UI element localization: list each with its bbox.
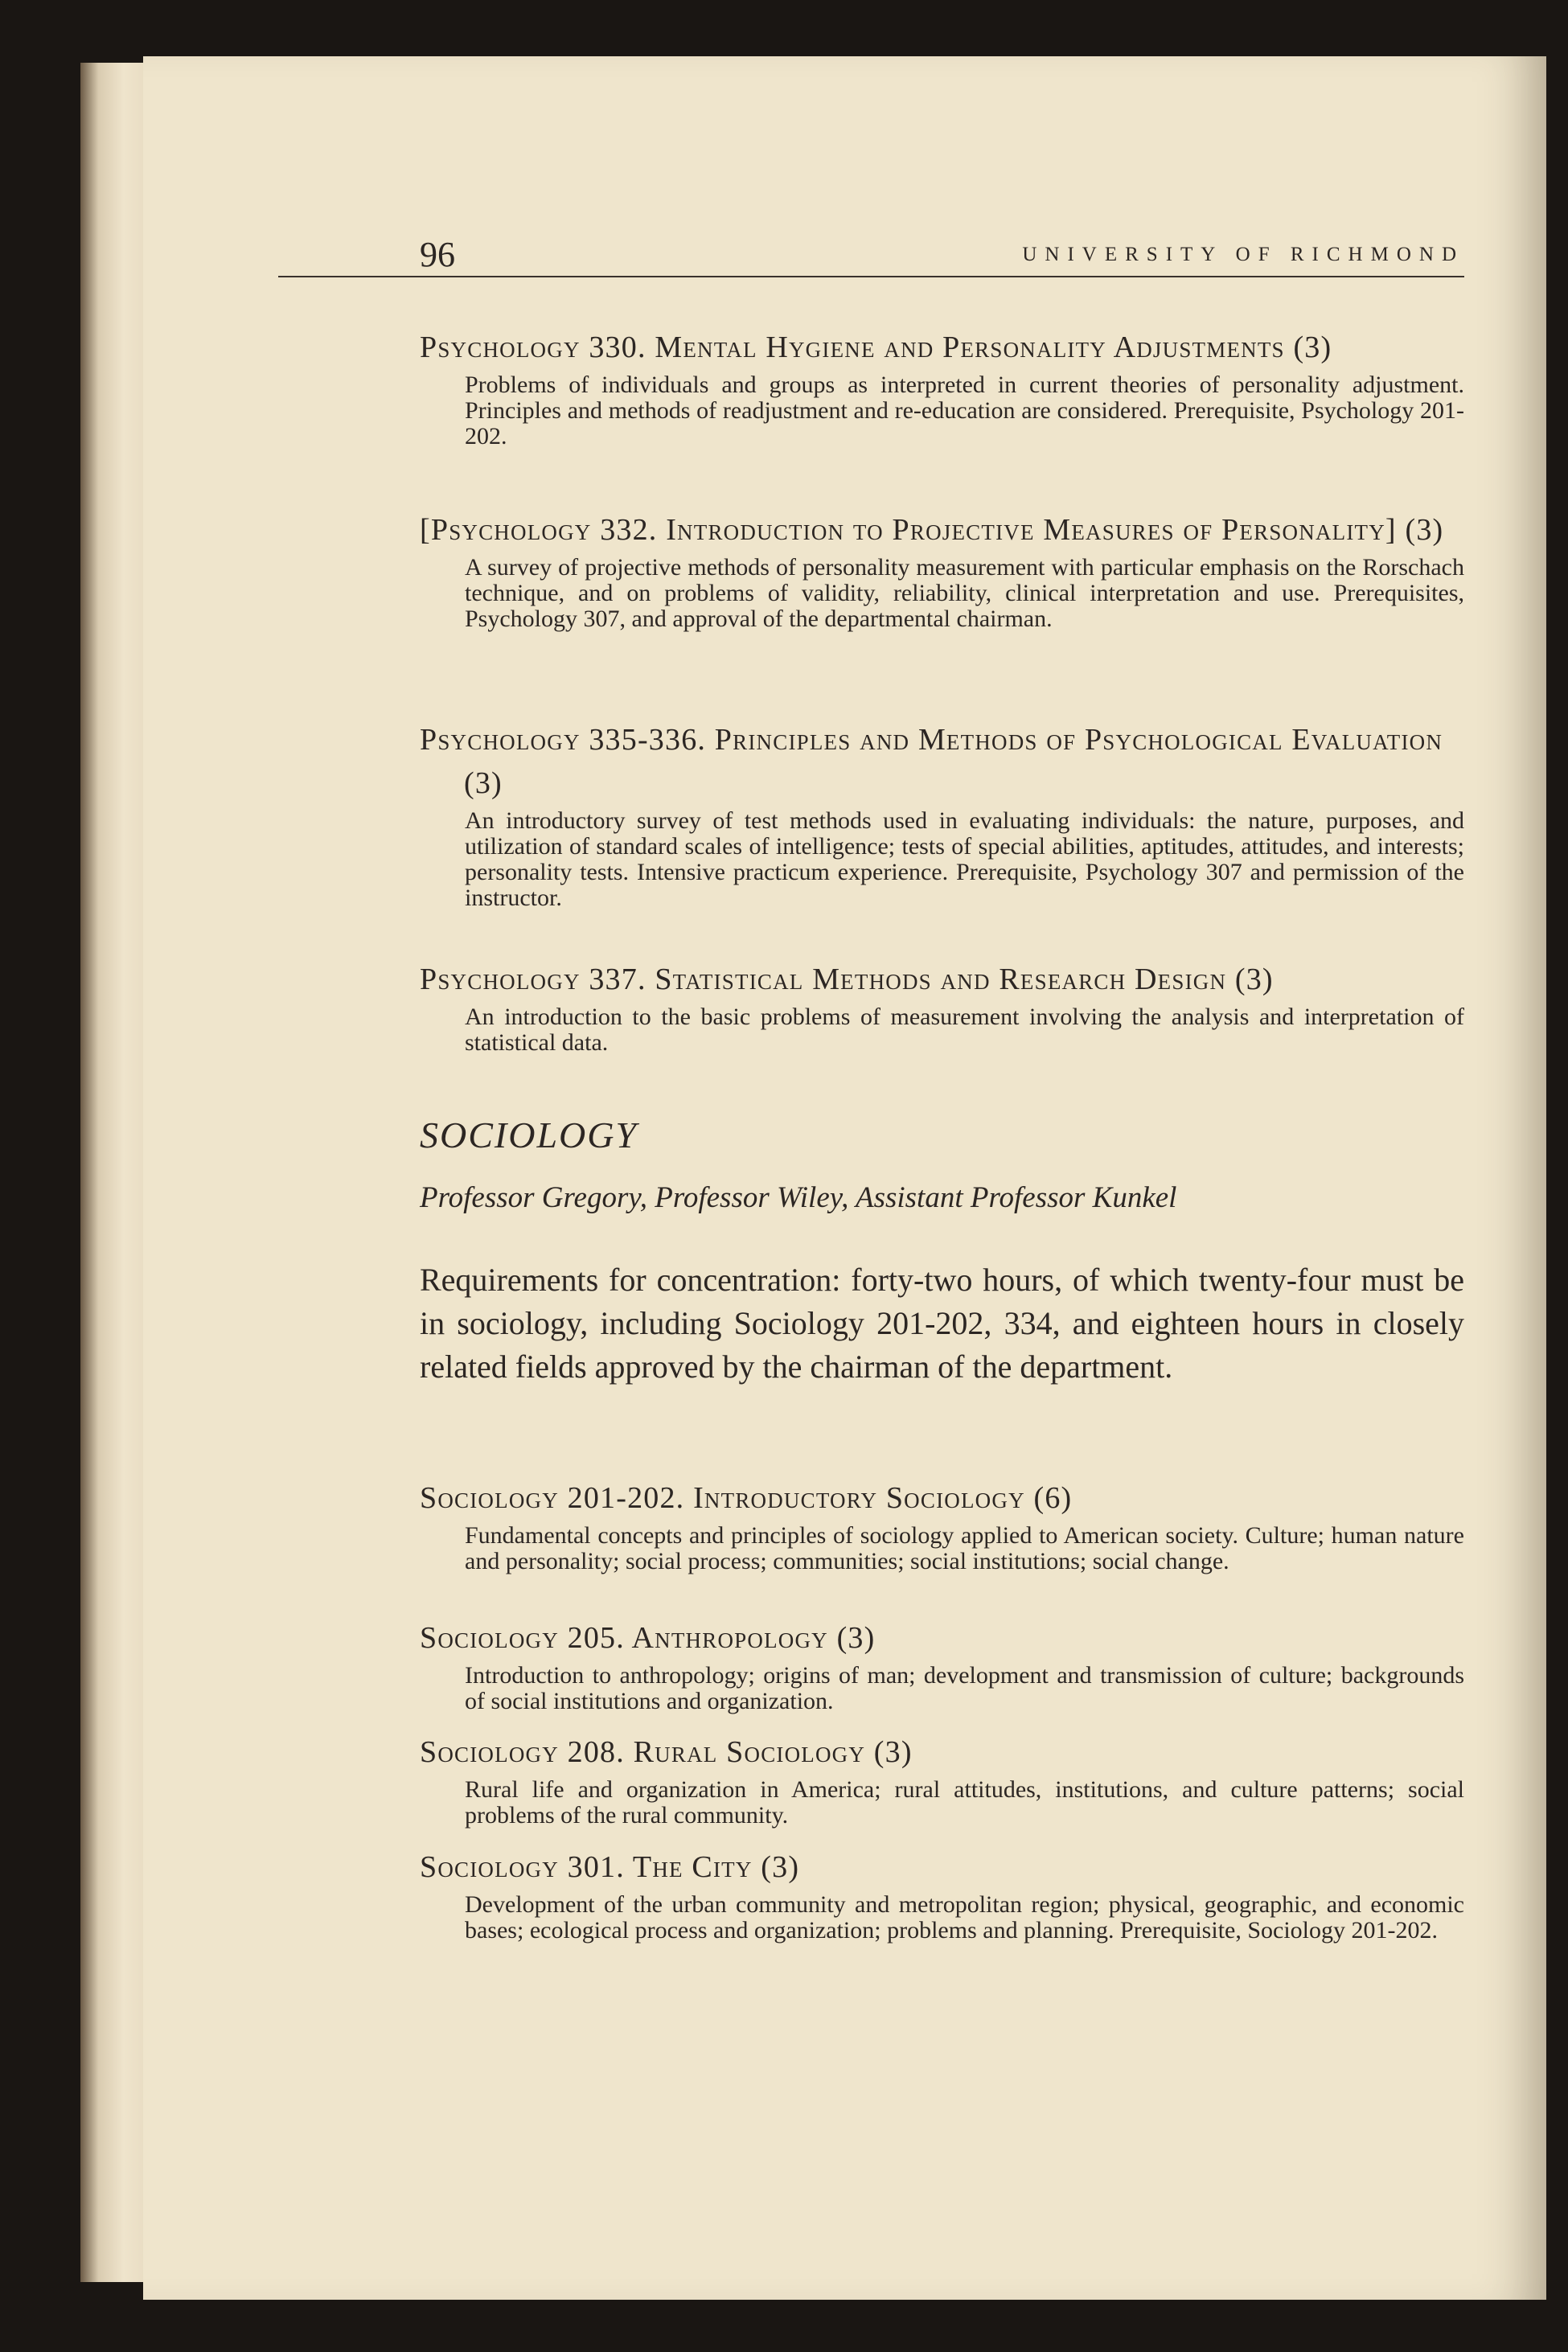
course-title: Sociology 205. Anthropology (3) <box>420 1621 876 1655</box>
course-description: A survey of projective methods of personality measurement with particular emphasis on the Rorschach technique, and on problems of validity, reliability, clinical interpretation and use. Prerequisites, Psychology 307, and approval of the departmental chairman. <box>465 554 1464 632</box>
course-psychology-332 <box>420 508 1464 632</box>
course-title: Psychology 330. Mental Hygiene and Personality Adjustments (3) <box>420 330 1332 364</box>
page-number: 96 <box>420 235 455 274</box>
course-title: Sociology 208. Rural Sociology (3) <box>420 1735 913 1769</box>
course-title: Sociology 201-202. Introductory Sociology (6) <box>420 1481 1073 1515</box>
concentration-requirements: Requirements for concentration: forty-two hours, of which twenty-four must be in sociology, including Sociology 201-202, 334, and eighteen hours in closely related fields approved by the chairman of the department. <box>420 1262 1464 1385</box>
course-psychology-335-336 <box>420 718 1464 911</box>
course-description: An introductory survey of test methods used in evaluating individuals: the nature, purposes, and utilization of standard scales of intelligence; tests of special abilities, aptitudes, attitudes, and interests; personality tests. Intensive practicum experience. Prerequisite, Psychology 307 and permission of the instructor. <box>465 807 1464 911</box>
course-description: Introduction to anthropology; origins of man; development and transmission of culture; backgrounds of social institutions and organization. <box>465 1662 1464 1714</box>
course-description: An introduction to the basic problems of measurement involving the analysis and interpretation of statistical data. <box>465 1004 1464 1056</box>
course-description: Development of the urban community and metropolitan region; physical, geographic, and economic bases; ecological process and organization; problems and planning. Prerequisite, Sociology 201-202. <box>465 1891 1464 1944</box>
course-description: Fundamental concepts and principles of sociology applied to American society. Culture; human nature and personality; social process; communities; social institutions; social change. <box>465 1522 1464 1574</box>
course-psychology-337 <box>420 958 1464 1056</box>
course-title: Sociology 301. The City (3) <box>420 1850 800 1884</box>
section-heading-sociology: SOCIOLOGY <box>420 1114 638 1155</box>
running-title: UNIVERSITY OF RICHMOND <box>1022 244 1464 265</box>
course-description: Rural life and organization in America; rural attitudes, institutions, and culture patterns; social problems of the rural community. <box>465 1776 1464 1829</box>
course-sociology-301 <box>420 1845 1464 1944</box>
book-page-edges <box>80 63 153 2282</box>
course-title: Psychology 337. Statistical Methods and Research Design (3) <box>420 963 1274 996</box>
course-sociology-201-202 <box>420 1476 1464 1574</box>
faculty-list: Professor Gregory, Professor Wiley, Assistant Professor Kunkel <box>420 1181 1177 1214</box>
course-description: Problems of individuals and groups as interpreted in current theories of personality adjustment. Principles and methods of readjustment and re-education are considered. Prerequisite, Psychology 201-202. <box>465 371 1464 449</box>
course-title: [Psychology 332. Introduction to Projective Measures of Personality] (3) <box>420 513 1444 547</box>
course-title: Psychology 335-336. Principles and Methods of Psychological Evaluation (3) <box>420 723 1443 800</box>
running-head <box>278 237 1464 277</box>
course-sociology-208 <box>420 1730 1464 1829</box>
course-sociology-205 <box>420 1616 1464 1714</box>
course-psychology-330 <box>420 326 1464 449</box>
